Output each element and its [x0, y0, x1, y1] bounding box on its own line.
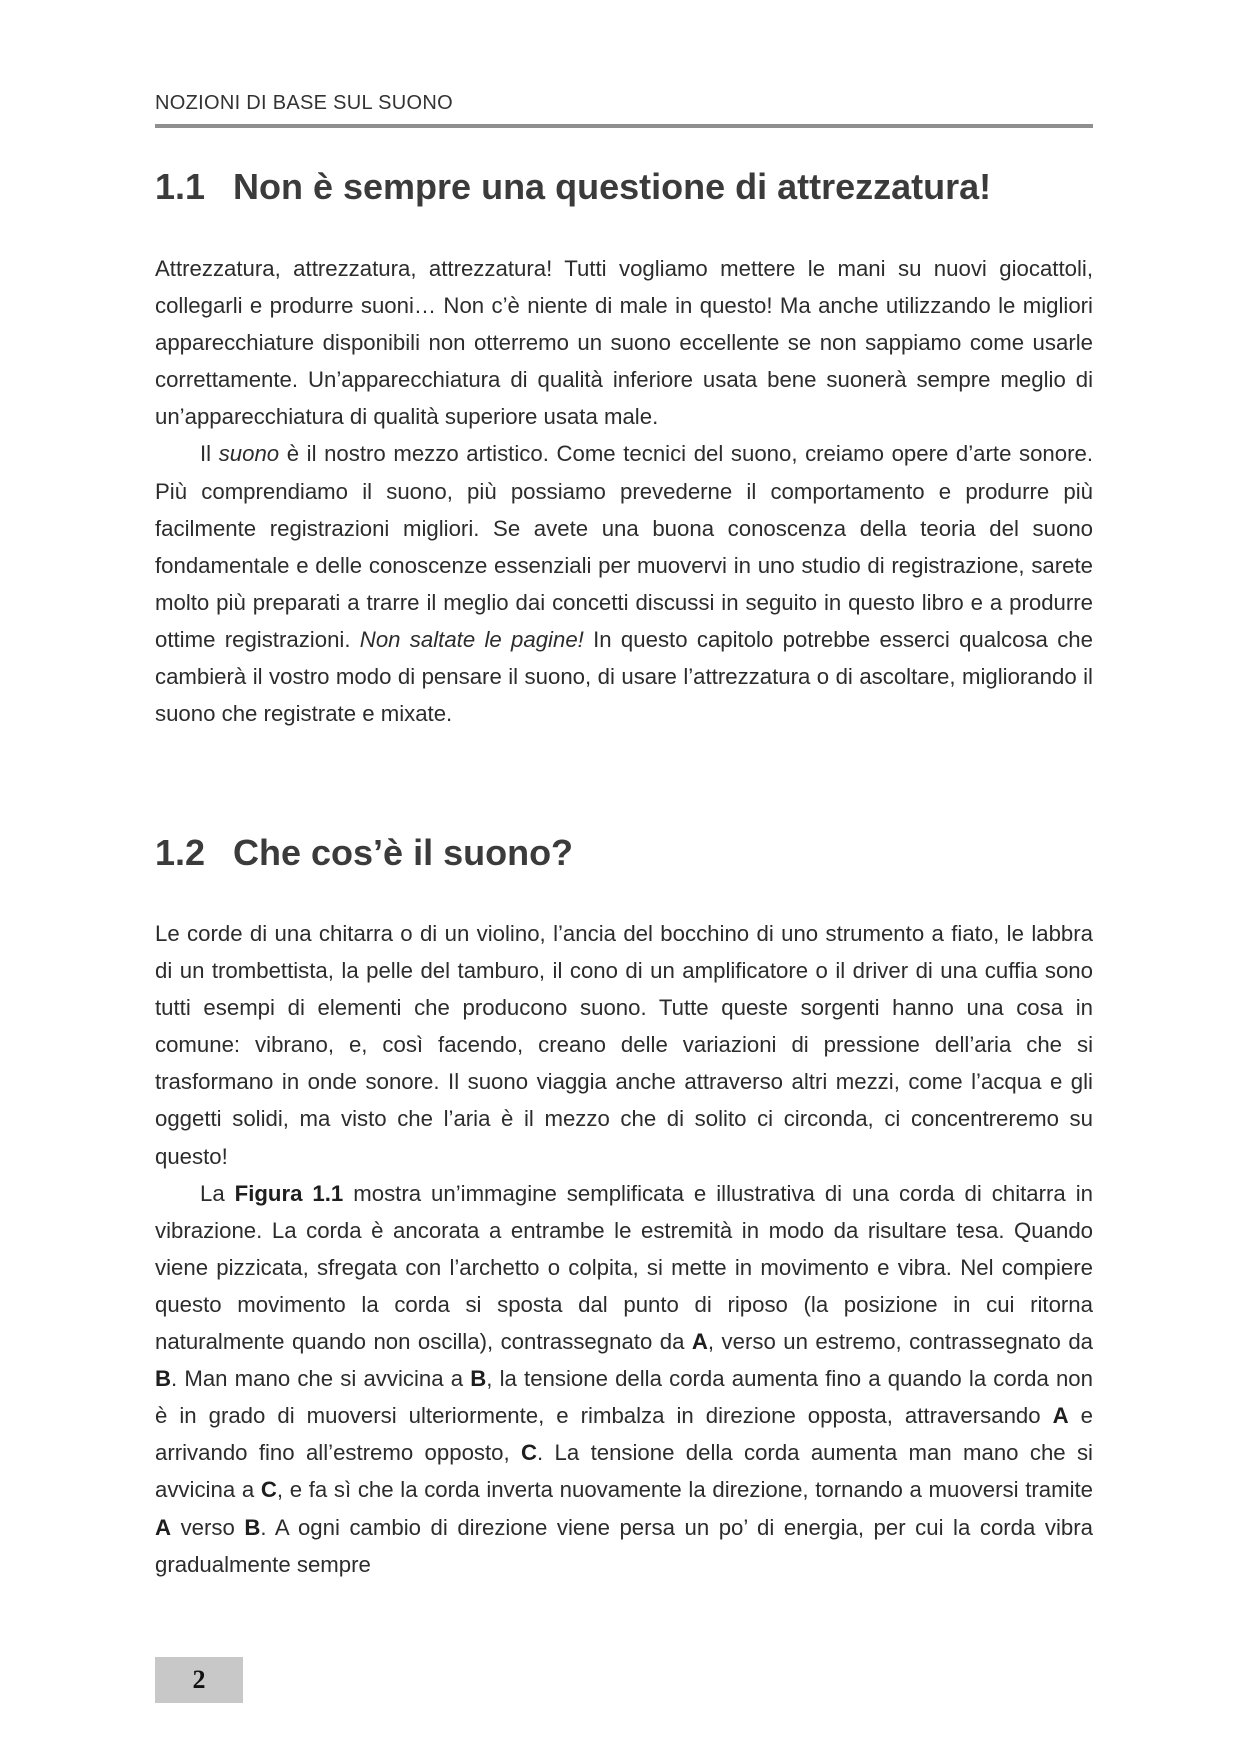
text-run: e arrivando fino all’estremo opposto,: [155, 1403, 1093, 1466]
page-number: 2: [192, 1665, 206, 1694]
bold-run: C: [521, 1440, 538, 1466]
bold-run: C: [260, 1477, 277, 1503]
text-run: . Man mano che si avvicina a: [171, 1366, 471, 1392]
bold-run: B: [155, 1366, 172, 1392]
section-2-title: [155, 832, 573, 874]
text-run: . La tensione della corda aumenta man mano che si avvicina a: [155, 1440, 1093, 1503]
section-2-number: 1.2: [155, 832, 206, 873]
section-2-paragraph-1: Le corde di una chitarra o di un violino, l’ancia del bocchino di uno strumento a fiato, le labbra di un trombettista, la pelle del tamburo, il cono di un amplificatore o il driver di una cuffia sono tutti esempi di elementi che producono suono. Tutte queste sorgenti hanno una cosa in comune: vibrano, e, così facendo, creano delle variazioni di pressione dell’aria che si trasformano in onde sonore. Il suono viaggia anche attraverso altri mezzi, come l’acqua e gli oggetti solidi, ma visto che l’aria è il mezzo che di solito ci circonda, ci concentreremo su questo!: [155, 921, 1093, 1169]
text-run: è il nostro mezzo artistico. Come tecnici del suono, creiamo opere d’arte sonore. Più comprendiamo il suono, più possiamo prevederne il comportamento e produrre più facilmente registrazioni migliori. Se avete una buona conoscenza della teoria del suono fondamentale e delle conoscenze essenziali per muovervi in uno studio di registrazione, sarete molto più preparati a trarre il meglio dai concetti discussi in seguito in questo libro e a produrre ottime registrazioni.: [155, 441, 1093, 652]
bold-run: B: [244, 1514, 261, 1540]
section-2-heading: Che cos’è il suono?: [233, 832, 574, 873]
section-1-number: 1.1: [155, 166, 206, 207]
section-1-paragraph-1: Attrezzatura, attrezzatura, attrezzatura! Tutti vogliamo mettere le mani su nuovi giocattoli, collegarli e produrre suoni… Non c’è niente di male in questo! Ma anche utilizzando le migliori apparecchiature disponibili non otterremo un suono eccellente se non sappiamo come usarle correttamente. Un’apparecchiatura di qualità inferiore usata bene suonerà sempre meglio di un’apparecchiatura di qualità superiore usata male.: [155, 256, 1093, 430]
text-run: , verso un estremo, contrassegnato da: [707, 1329, 1093, 1355]
section-1-heading: Non è sempre una questione di attrezzatura!: [233, 166, 992, 207]
bold-run: A: [1052, 1403, 1069, 1429]
emphasis-suono: suono: [218, 441, 280, 467]
text-run: , e fa sì che la corda inverta nuovamente la direzione, tornando a muoversi tramite: [276, 1477, 1093, 1503]
section-2-paragraph-2: [155, 1175, 1093, 1583]
page-number-box: [155, 1657, 243, 1703]
bold-run: A: [691, 1329, 708, 1355]
bold-run: B: [470, 1366, 487, 1392]
header-rule: [155, 124, 1093, 128]
text-run: La: [200, 1180, 235, 1206]
section-2-body: [155, 915, 1093, 1583]
bold-run: Figura 1.1: [234, 1180, 344, 1206]
text-run: mostra un’immagine semplificata e illustrativa di una corda di chitarra in vibrazione. La corda è ancorata a entrambe le estremità in modo da risultare tesa. Quando viene pizzicata, sfregata con l’archetto o colpita, si mette in movimento e vibra. Nel compiere questo movimento la corda si sposta dal punto di riposo (la posizione in cui ritorna naturalmente quando non oscilla), contrassegnato da: [155, 1180, 1093, 1355]
text-run: . A ogni cambio di direzione viene persa un po’ di energia, per cui la corda vibra gradualmente sempre: [155, 1514, 1093, 1577]
running-head: NOZIONI DI BASE SUL SUONO: [155, 92, 453, 114]
section-1-paragraph-2: [155, 435, 1093, 732]
section-1-body: [155, 250, 1093, 732]
bold-run: A: [155, 1514, 172, 1540]
text-run: verso: [171, 1514, 245, 1540]
text-run: In questo capitolo potrebbe esserci qualcosa che cambierà il vostro modo di pensare il suono, di usare l’attrezzatura o di ascoltare, migliorando il suono che registrate e mixate.: [155, 626, 1093, 727]
emphasis-non-saltate: Non saltate le pagine!: [359, 626, 584, 652]
text-run: Il: [200, 441, 219, 467]
section-1-title: [155, 166, 991, 208]
text-run: , la tensione della corda aumenta fino a quando la corda non è in grado di muoversi ulteriormente, e rimbalza in direzione opposta, attraversando: [155, 1366, 1093, 1429]
